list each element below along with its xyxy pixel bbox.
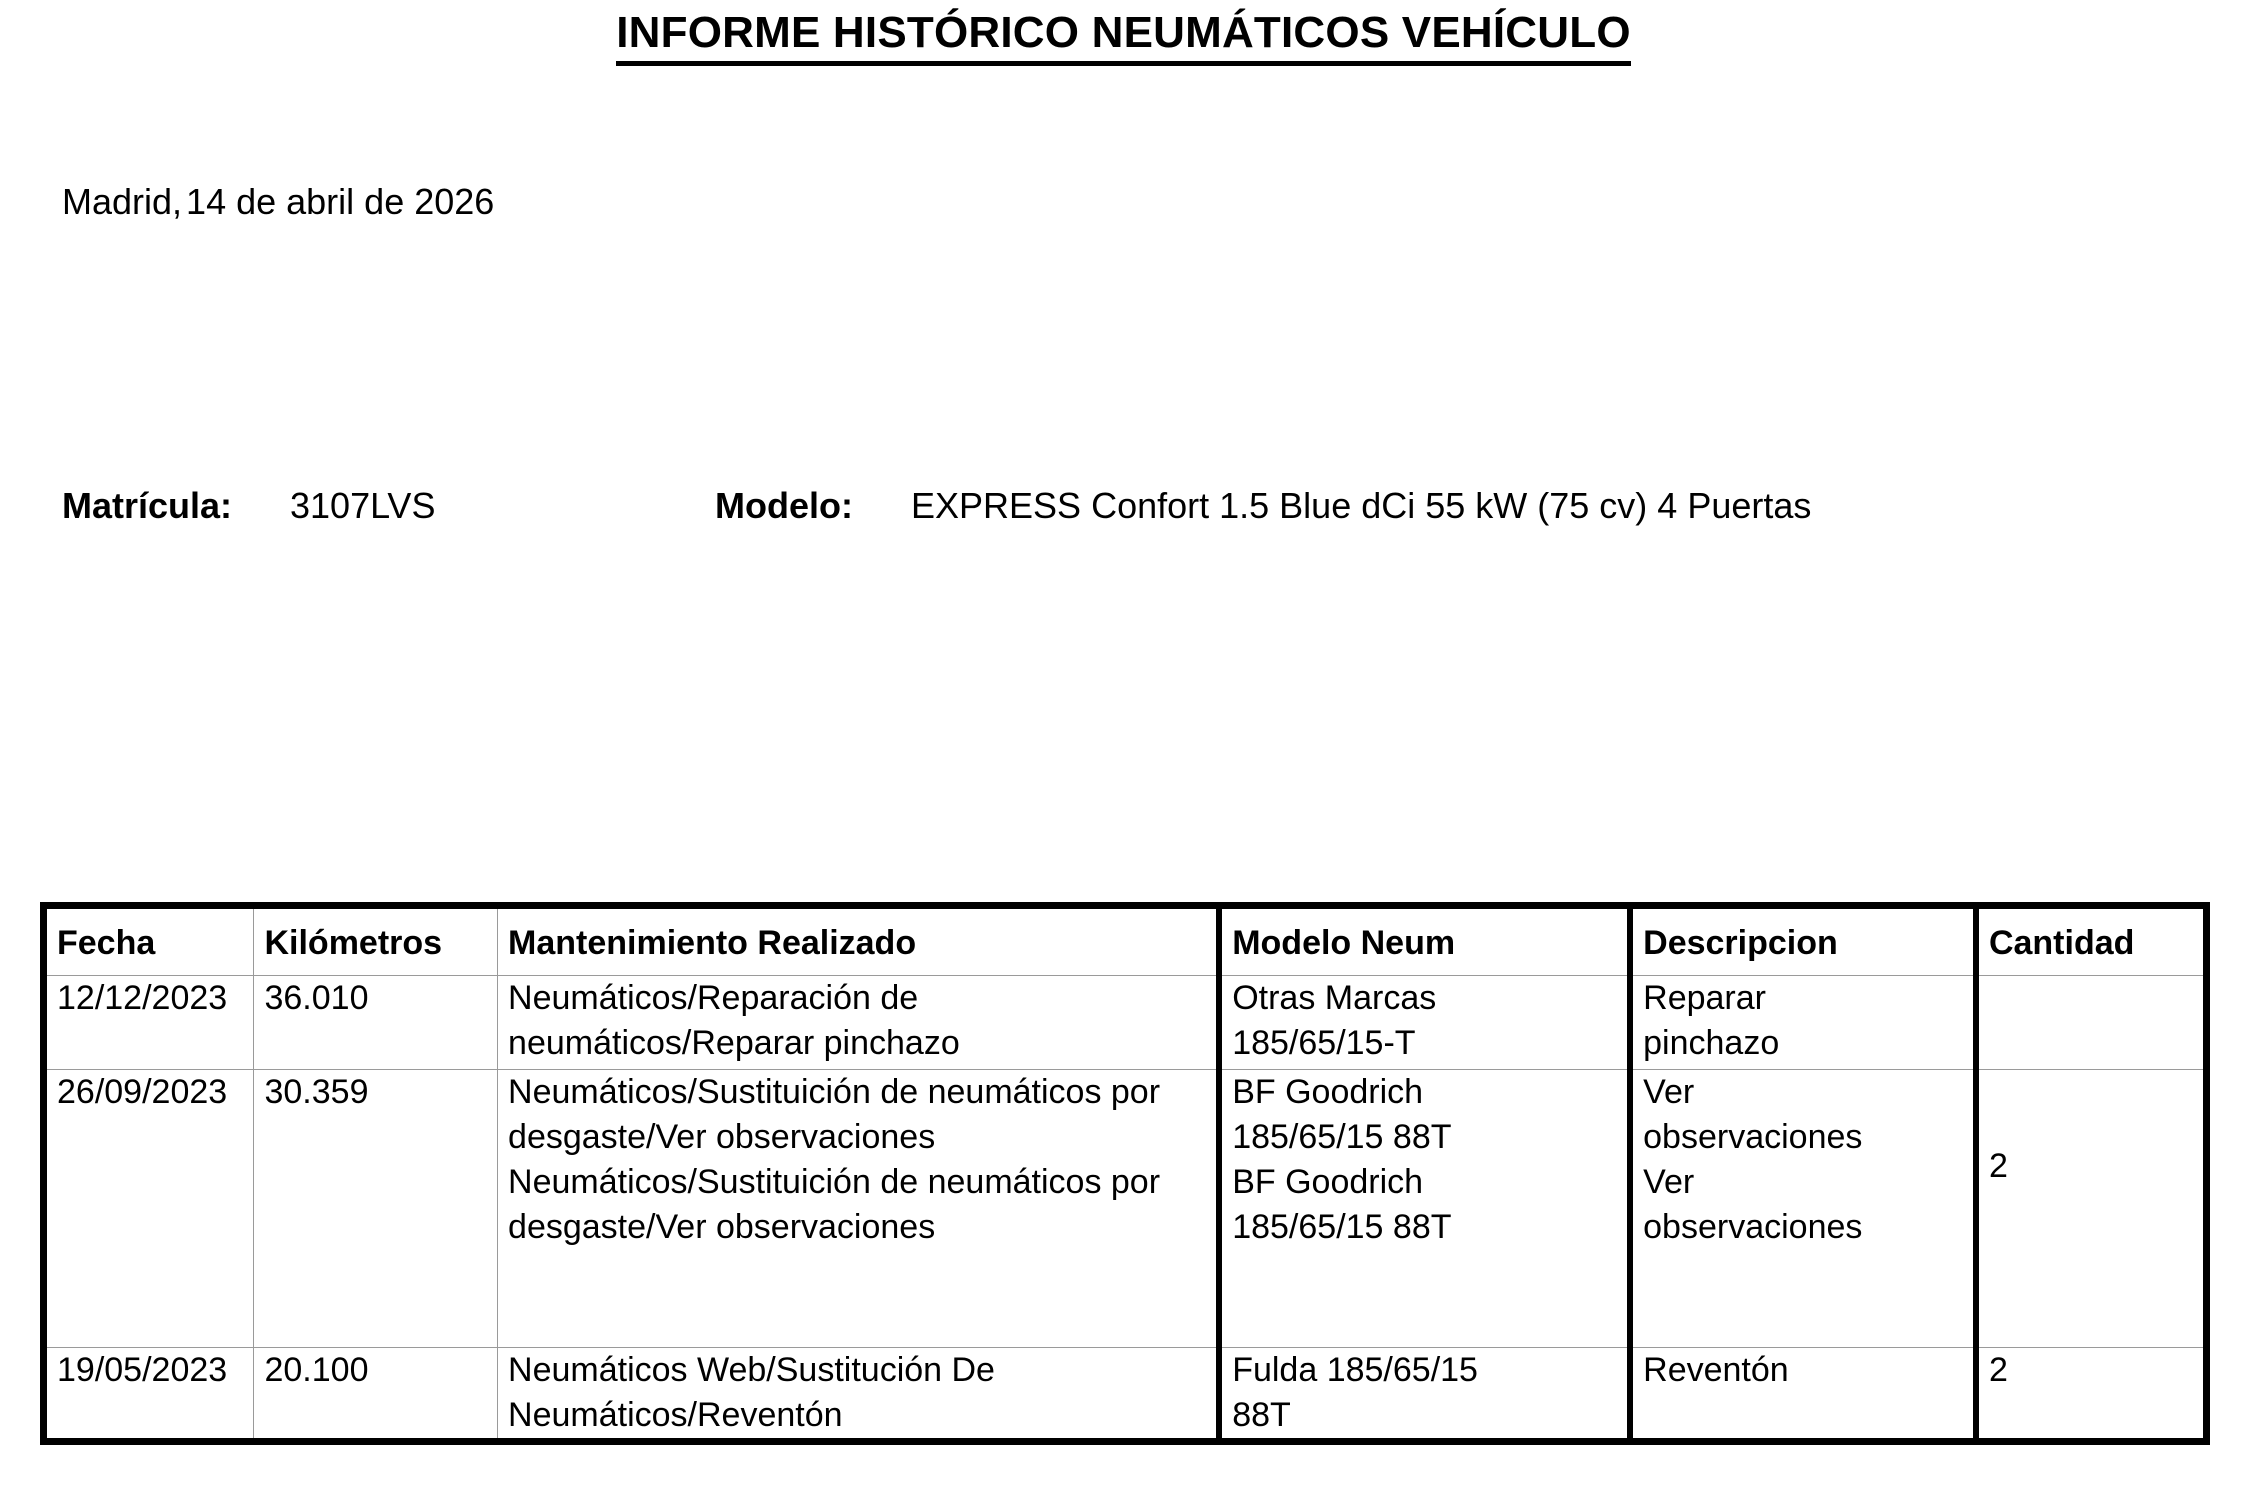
descripcion-line: pinchazo xyxy=(1643,1023,1780,1062)
place-text: Madrid, xyxy=(62,181,183,222)
table-row xyxy=(44,1348,2207,1442)
cell-modelo-neum xyxy=(1219,976,1630,1070)
column-header-kilometros: Kilómetros xyxy=(254,906,498,976)
place-date-line xyxy=(62,181,494,223)
descripcion-line: observaciones xyxy=(1643,1117,1863,1156)
cell-fecha: 19/05/2023 xyxy=(44,1348,254,1442)
plate-value: 3107LVS xyxy=(290,485,436,526)
cell-kilometros: 36.010 xyxy=(254,976,498,1070)
tyre-history-table xyxy=(40,902,2210,1445)
table-header xyxy=(44,906,2207,976)
modelo-neum-line: Otras Marcas xyxy=(1232,979,1437,1017)
cell-cantidad: 2 xyxy=(1988,1351,2008,1389)
column-header-modelo-neum: Modelo Neum xyxy=(1219,906,1630,976)
modelo-neum-line: BF Goodrich xyxy=(1232,1162,1424,1201)
modelo-neum-line: 185/65/15 88T xyxy=(1232,1117,1452,1156)
cell-modelo-neum xyxy=(1219,1070,1630,1348)
modelo-neum-line: BF Goodrich xyxy=(1232,1073,1424,1111)
cell-descripcion xyxy=(1630,1348,1976,1442)
modelo-neum-line: 88T xyxy=(1232,1395,1291,1434)
descripcion-line: Ver xyxy=(1643,1162,1695,1201)
cell-fecha: 12/12/2023 xyxy=(44,976,254,1070)
cell-kilometros: 30.359 xyxy=(254,1070,498,1348)
cell-descripcion xyxy=(1630,976,1976,1070)
cell-kilometros: 20.100 xyxy=(254,1348,498,1442)
cell-fecha: 26/09/2023 xyxy=(44,1070,254,1348)
descripcion-line: Ver xyxy=(1643,1073,1695,1111)
page-title-text: INFORME HISTÓRICO NEUMÁTICOS VEHÍCULO xyxy=(616,8,1631,66)
modelo-neum-line: 185/65/15-T xyxy=(1232,1023,1416,1062)
cell-descripcion xyxy=(1630,1070,1976,1348)
descripcion-line: Reventón xyxy=(1643,1351,1789,1389)
date-text: 14 de abril de 2026 xyxy=(186,181,495,222)
cell-mantenimiento: Neumáticos/Reparación de neumáticos/Reparar pinchazo xyxy=(498,976,1220,1070)
table-row xyxy=(44,976,2207,1070)
model-value: EXPRESS Confort 1.5 Blue dCi 55 kW (75 cv) 4 Puertas xyxy=(911,485,1812,526)
cell-cantidad xyxy=(1976,976,2207,1070)
table-row xyxy=(44,1070,2207,1348)
plate-label: Matrícula: xyxy=(62,485,233,526)
table-header-row xyxy=(44,906,2207,976)
column-header-cantidad: Cantidad xyxy=(1976,906,2207,976)
descripcion-line: observaciones xyxy=(1643,1207,1863,1246)
column-header-descripcion: Descripcion xyxy=(1630,906,1976,976)
column-header-fecha: Fecha xyxy=(44,906,254,976)
page-title xyxy=(0,8,2247,66)
column-header-mantenimiento: Mantenimiento Realizado xyxy=(498,906,1220,976)
tyre-history-table-wrapper xyxy=(40,902,2210,1445)
descripcion-line: Reparar xyxy=(1643,979,1766,1017)
modelo-neum-line: 185/65/15 88T xyxy=(1232,1207,1452,1246)
cell-mantenimiento: Neumáticos Web/Sustitución De Neumáticos/Reventón xyxy=(498,1348,1220,1442)
table-body xyxy=(44,976,2207,1442)
cell-cantidad: 2 xyxy=(1976,1070,2207,1348)
modelo-neum-line: Fulda 185/65/15 xyxy=(1232,1351,1478,1389)
cell-modelo-neum xyxy=(1219,1348,1630,1442)
cell-mantenimiento: Neumáticos/Sustituición de neumáticos por desgaste/Ver observaciones Neumáticos/Sustituición de neumáticos por desgaste/Ver observaciones xyxy=(498,1070,1220,1348)
model-label: Modelo: xyxy=(715,485,853,526)
